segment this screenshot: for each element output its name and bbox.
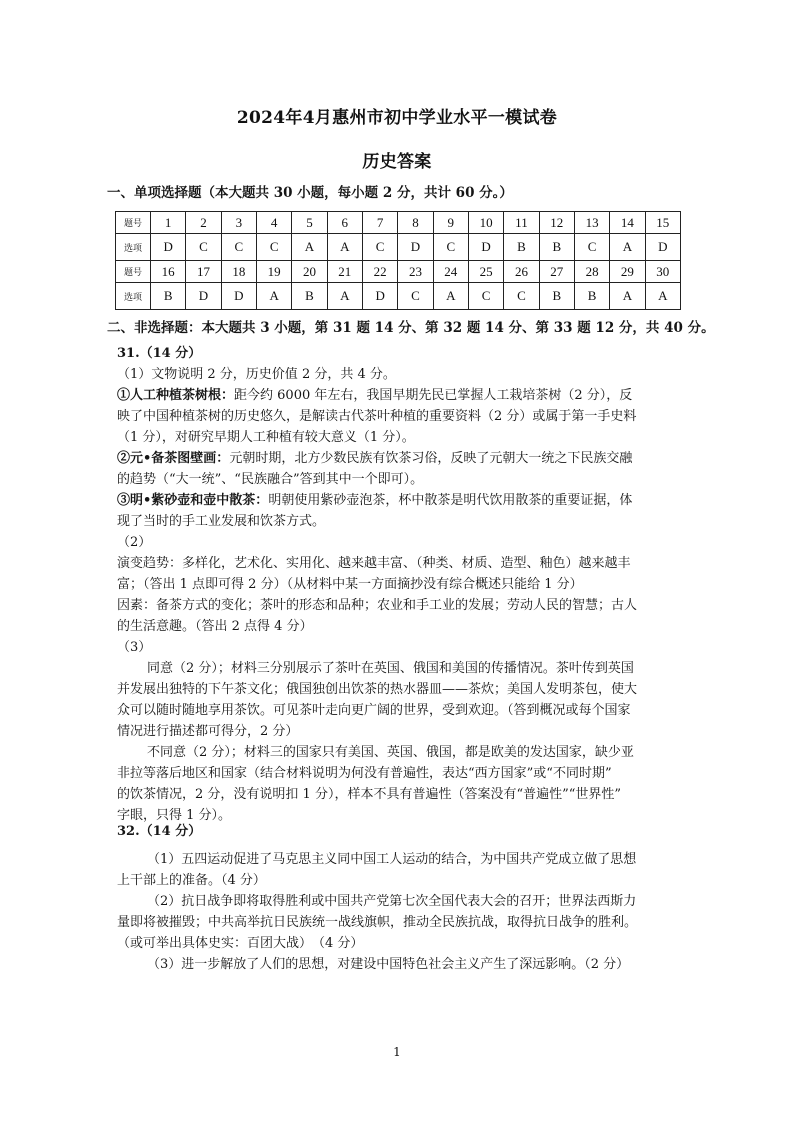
page-subtitle: 历史答案 (362, 152, 432, 172)
answer-cell: A (327, 283, 362, 310)
answer-cell: B (292, 283, 327, 310)
q31-item3-title: ③明•紫砂壶和壶中散茶： (117, 493, 269, 508)
q31-factor-line2: 的生活意趣。（答出 2 点得 4 分） (117, 619, 313, 634)
question-number-cell: 29 (610, 261, 645, 283)
answer-row (116, 234, 681, 261)
q31-disagree-line4: 字眼，只得 1 分）。 (117, 808, 232, 823)
answer-cell: A (645, 283, 680, 310)
q31-agree-line1: 同意（2 分）；材料三分别展示了茶叶在英国、俄国和美国的传播情况。茶叶传到英国 (147, 661, 634, 676)
q31-item1-line1: ①人工种植茶树根：距今约 6000 年左右，我国早期先民已掌握人工栽培茶树（2 分），反 (117, 388, 633, 403)
q32-answer3-line1: （3）进一步解放了人们的思想，对建设中国特色社会主义产生了深远影响。（2 分） (147, 957, 630, 972)
page-number: 1 (393, 1045, 401, 1059)
answer-cell: B (151, 283, 186, 310)
section2-heading: 二、非选择题：本大题共 3 小题，第 31 题 14 分、第 32 题 14 分、第 33 题 12 分，共 40 分。 (107, 320, 715, 336)
q31-agree-line2: 并发展出独特的下午茶文化；俄国独创出饮茶的热水器皿——茶炊；美国人发明茶包，使大 (117, 682, 638, 697)
question-number-cell: 4 (256, 212, 291, 234)
q31-item3-line2: 现了当时的手工业发展和饮茶方式。 (117, 514, 326, 529)
question-number-cell: 26 (504, 261, 539, 283)
q31-item1-line3: （1 分），对研究早期人工种植有较大意义（1 分）。 (117, 430, 415, 445)
answer-cell: A (610, 234, 645, 261)
question-number-cell: 20 (292, 261, 327, 283)
q31-item2-line1: ②元•备茶图壁画：元朝时期，北方少数民族有饮茶习俗，反映了元朝大一统之下民族交融 (117, 451, 633, 466)
q31-heading: 31.（14 分） (117, 346, 202, 361)
question-number-cell: 22 (362, 261, 397, 283)
question-number-cell: 3 (221, 212, 256, 234)
answer-cell: D (186, 283, 221, 310)
q31-disagree-line1: 不同意（2 分）；材料三的国家只有美国、英国、俄国，都是欧美的发达国家，缺少亚 (147, 745, 634, 760)
question-number-cell: 10 (468, 212, 503, 234)
answer-cell: B (574, 283, 609, 310)
q31-part2-label: （2） (117, 535, 152, 550)
question-number-cell: 21 (327, 261, 362, 283)
question-number-cell: 11 (504, 212, 539, 234)
answer-cell: D (362, 283, 397, 310)
question-number-cell: 19 (256, 261, 291, 283)
answer-cell: C (504, 283, 539, 310)
question-number-cell: 7 (362, 212, 397, 234)
answer-cell: C (256, 234, 291, 261)
answer-cell: C (362, 234, 397, 261)
question-number-cell: 24 (433, 261, 468, 283)
question-number-cell: 6 (327, 212, 362, 234)
question-number-cell: 15 (645, 212, 680, 234)
q32-answer1-line2: 上干部上的准备。（4 分） (117, 873, 266, 888)
answer-cell: A (610, 283, 645, 310)
answer-cell: A (433, 283, 468, 310)
q32-heading: 32.（14 分） (117, 824, 202, 839)
q31-factor-line1: 因素：备茶方式的变化；茶叶的形态和品种；农业和手工业的发展；劳动人民的智慧；古人 (117, 598, 638, 613)
q31-trend-line1: 演变趋势：多样化，艺术化、实用化、越来越丰富、（种类、材质、造型、釉色）越来越丰 (117, 556, 631, 571)
row-label-question: 题号 (116, 212, 151, 234)
q31-part1-note: （1）文物说明 2 分，历史价值 2 分，共 4 分。 (117, 367, 396, 382)
q31-disagree-line3: 的饮茶情况，2 分，没有说明扣 1 分），样本不具有普遍性（答案没有“普遍性”“世界性” (117, 787, 622, 802)
q31-trend-line2: 富；（答出 1 点即可得 2 分）（从材料中某一方面摘抄没有综合概述只能给 1 分） (117, 577, 583, 592)
question-number-cell: 12 (539, 212, 574, 234)
q31-disagree-line2: 非拉等落后地区和国家（结合材料说明为何没有普遍性，表达“西方国家”或“不同时期” (117, 766, 612, 781)
question-number-cell: 28 (574, 261, 609, 283)
answer-table (115, 211, 681, 310)
section1-heading: 一、单项选择题（本大题共 30 小题，每小题 2 分，共计 60 分。） (107, 185, 513, 201)
q31-item1-line2: 映了中国种植茶树的历史悠久，是解读古代茶叶种植的重要资料（2 分）或属于第一手史料 (117, 409, 637, 424)
question-number-cell: 8 (398, 212, 433, 234)
answer-cell: D (398, 234, 433, 261)
q31-item2-title: ②元•备茶图壁画： (117, 451, 230, 466)
question-number-cell: 13 (574, 212, 609, 234)
question-number-cell: 30 (645, 261, 680, 283)
question-number-cell: 5 (292, 212, 327, 234)
q32-answer2-line1: （2）抗日战争即将取得胜利或中国共产党第七次全国代表大会的召开；世界法西斯力 (147, 894, 637, 909)
q32-answer2-line3: （或可举出具体史实：百团大战） （4 分） (117, 936, 364, 951)
answer-cell: B (539, 234, 574, 261)
q31-agree-line4: 情况进行描述都可得分，2 分） (117, 724, 299, 739)
question-number-cell: 9 (433, 212, 468, 234)
answer-cell: A (292, 234, 327, 261)
question-number-cell: 27 (539, 261, 574, 283)
answer-cell: D (468, 234, 503, 261)
answer-cell: B (504, 234, 539, 261)
page-title: 2024年4月惠州市初中学业水平一模试卷 (236, 108, 558, 128)
answer-cell: B (539, 283, 574, 310)
question-number-row (116, 212, 681, 234)
answer-cell: C (433, 234, 468, 261)
answer-cell: A (256, 283, 291, 310)
q31-part3-label: （3） (117, 640, 152, 655)
answer-cell: C (574, 234, 609, 261)
question-number-cell: 25 (468, 261, 503, 283)
answer-row (116, 283, 681, 310)
q32-answer1-line1: （1）五四运动促进了马克思主义同中国工人运动的结合，为中国共产党成立做了思想 (147, 852, 637, 867)
answer-cell: D (645, 234, 680, 261)
question-number-cell: 16 (151, 261, 186, 283)
answer-cell: D (151, 234, 186, 261)
q32-answer2-line2: 量即将被摧毁；中共高举抗日民族统一战线旗帜，推动全民族抗战，取得抗日战争的胜利。 (117, 915, 638, 930)
row-label-question: 题号 (116, 261, 151, 283)
answer-cell: A (327, 234, 362, 261)
q31-agree-line3: 众可以随时随地享用茶饮。可见茶叶走向更广阔的世界，受到欢迎。（答到概况或每个国家 (117, 703, 631, 718)
q31-item3-line1: ③明•紫砂壶和壶中散茶：明朝使用紫砂壶泡茶，杯中散茶是明代饮用散茶的重要证据，体 (117, 493, 633, 508)
answer-cell: C (398, 283, 433, 310)
row-label-answer: 选项 (116, 234, 151, 261)
answer-cell: C (468, 283, 503, 310)
question-number-cell: 14 (610, 212, 645, 234)
question-number-cell: 23 (398, 261, 433, 283)
q31-item2-line2: 的趋势（“大一统”、“民族融合”答到其中一个即可）。 (117, 472, 424, 487)
question-number-cell: 17 (186, 261, 221, 283)
question-number-row (116, 261, 681, 283)
answer-cell: D (221, 283, 256, 310)
question-number-cell: 2 (186, 212, 221, 234)
answer-cell: C (186, 234, 221, 261)
question-number-cell: 18 (221, 261, 256, 283)
q31-item1-title: ①人工种植茶树根： (117, 388, 235, 403)
question-number-cell: 1 (151, 212, 186, 234)
row-label-answer: 选项 (116, 283, 151, 310)
answer-cell: C (221, 234, 256, 261)
